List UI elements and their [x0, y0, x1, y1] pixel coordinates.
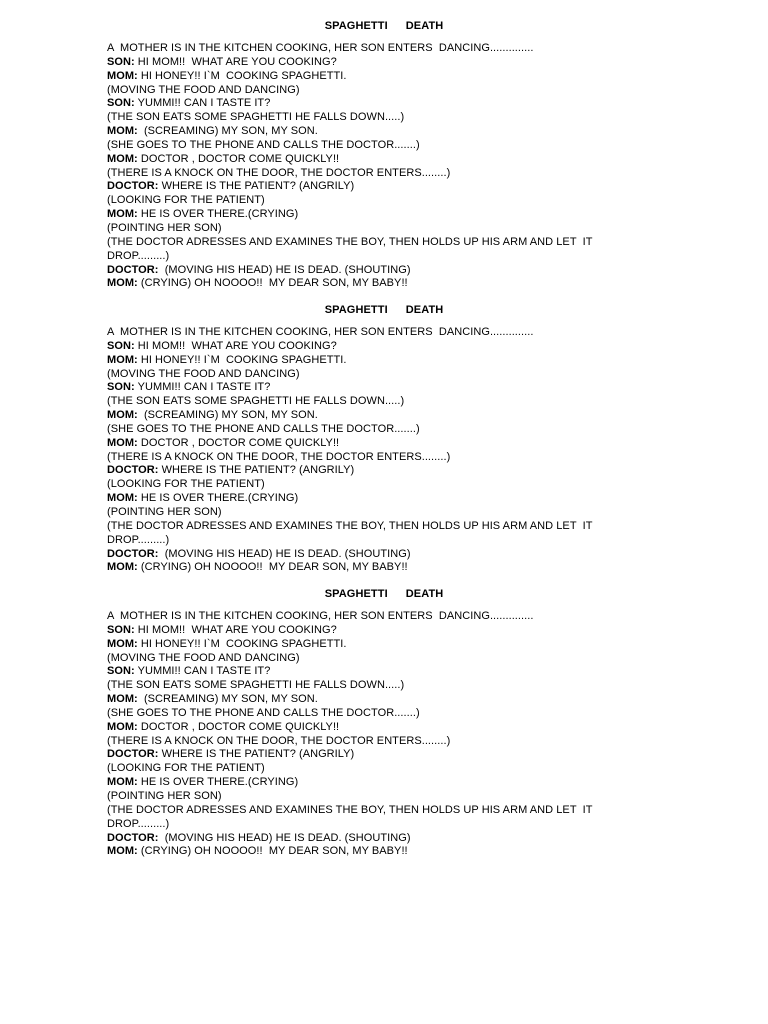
speaker-label: MOM:: [107, 637, 138, 650]
line-text: (SHE GOES TO THE PHONE AND CALLS THE DOCTOR.......): [107, 706, 420, 719]
line-text: HI HONEY!! I`M COOKING SPAGHETTI.: [137, 69, 347, 82]
stage-direction: [107, 395, 627, 409]
dialogue-line: [107, 354, 627, 368]
line-text: (SCREAMING) MY SON, MY SON.: [137, 409, 318, 422]
speaker-label: SON:: [107, 665, 135, 678]
stage-direction: [107, 679, 627, 693]
speaker-label: MOM:: [107, 845, 138, 858]
line-text: (THE DOCTOR ADRESSES AND EXAMINES THE BOY, THEN HOLDS UP HIS ARM AND LET IT: [107, 235, 593, 248]
line-text: (SHE GOES TO THE PHONE AND CALLS THE DOCTOR.......): [107, 138, 420, 151]
line-text: DROP.........): [107, 249, 170, 262]
line-text: (MOVING HIS HEAD) HE IS DEAD. (SHOUTING): [158, 831, 411, 844]
line-text: (THE SON EATS SOME SPAGHETTI HE FALLS DOWN.....): [107, 111, 405, 124]
line-text: (THE SON EATS SOME SPAGHETTI HE FALLS DOWN.....): [107, 679, 405, 692]
speaker-label: SON:: [107, 339, 135, 352]
line-text: WHERE IS THE PATIENT? (ANGRILY): [158, 748, 355, 761]
dialogue-line: [107, 464, 627, 478]
line-text: (THE DOCTOR ADRESSES AND EXAMINES THE BOY, THEN HOLDS UP HIS ARM AND LET IT: [107, 803, 593, 816]
line-text: YUMMI!! CAN I TASTE IT?: [134, 665, 271, 678]
stage-direction: [107, 762, 627, 776]
speaker-label: DOCTOR:: [107, 547, 159, 560]
line-text: (SHE GOES TO THE PHONE AND CALLS THE DOCTOR.......): [107, 422, 420, 435]
title-word: SPAGHETTI: [324, 20, 388, 32]
dialogue-line: [107, 561, 627, 575]
line-text: (SCREAMING) MY SON, MY SON.: [137, 693, 318, 706]
line-text: WHERE IS THE PATIENT? (ANGRILY): [158, 464, 355, 477]
stage-direction: [107, 520, 627, 534]
line-text: (MOVING HIS HEAD) HE IS DEAD. (SHOUTING): [158, 263, 411, 276]
speaker-label: MOM:: [107, 125, 138, 138]
stage-direction: [107, 451, 627, 465]
stage-direction: [107, 506, 627, 520]
line-text: (SCREAMING) MY SON, MY SON.: [137, 125, 318, 138]
dialogue-line: [107, 721, 627, 735]
stage-direction: [107, 610, 627, 624]
speaker-label: MOM:: [107, 776, 138, 789]
speaker-label: MOM:: [107, 277, 138, 290]
dialogue-line: [107, 776, 627, 790]
dialogue-line: [107, 381, 627, 395]
line-text: HE IS OVER THERE.(CRYING): [137, 208, 299, 221]
dialogue-line: [107, 832, 627, 846]
dialogue-line: [107, 665, 627, 679]
line-text: DOCTOR , DOCTOR COME QUICKLY!!: [137, 152, 340, 165]
title-word: SPAGHETTI: [324, 304, 388, 316]
stage-direction: [107, 368, 627, 382]
stage-direction: [107, 222, 627, 236]
stage-direction: [107, 167, 627, 181]
line-text: HE IS OVER THERE.(CRYING): [137, 492, 299, 505]
line-text: YUMMI!! CAN I TASTE IT?: [134, 381, 271, 394]
line-text: HI HONEY!! I`M COOKING SPAGHETTI.: [137, 353, 347, 366]
line-text: (LOOKING FOR THE PATIENT): [107, 762, 265, 775]
script-title: [0, 20, 768, 33]
speaker-label: MOM:: [107, 720, 138, 733]
line-text: DOCTOR , DOCTOR COME QUICKLY!!: [137, 436, 340, 449]
stage-direction: [107, 818, 627, 832]
speaker-label: MOM:: [107, 353, 138, 366]
dialogue-line: [107, 56, 627, 70]
stage-direction: [107, 790, 627, 804]
line-text: (THE SON EATS SOME SPAGHETTI HE FALLS DOWN.....): [107, 395, 405, 408]
line-text: (POINTING HER SON): [107, 221, 222, 234]
line-text: WHERE IS THE PATIENT? (ANGRILY): [158, 180, 355, 193]
dialogue-line: [107, 492, 627, 506]
speaker-label: SON:: [107, 97, 135, 110]
stage-direction: [107, 326, 627, 340]
dialogue-line: [107, 437, 627, 451]
line-text: HI HONEY!! I`M COOKING SPAGHETTI.: [137, 637, 347, 650]
speaker-label: MOM:: [107, 409, 138, 422]
speaker-label: SON:: [107, 623, 135, 636]
speaker-label: DOCTOR:: [107, 831, 159, 844]
line-text: DOCTOR , DOCTOR COME QUICKLY!!: [137, 720, 340, 733]
speaker-label: MOM:: [107, 208, 138, 221]
stage-direction: [107, 111, 627, 125]
speaker-label: MOM:: [107, 69, 138, 82]
stage-direction: [107, 236, 627, 250]
line-text: HI MOM!! WHAT ARE YOU COOKING?: [134, 55, 337, 68]
speaker-label: DOCTOR:: [107, 263, 159, 276]
dialogue-line: [107, 153, 627, 167]
dialogue-line: [107, 409, 627, 423]
line-text: (POINTING HER SON): [107, 505, 222, 518]
line-text: HI MOM!! WHAT ARE YOU COOKING?: [134, 623, 337, 636]
line-text: (THERE IS A KNOCK ON THE DOOR, THE DOCTOR ENTERS........): [107, 450, 451, 463]
script-body: [107, 42, 627, 291]
speaker-label: MOM:: [107, 436, 138, 449]
speaker-label: DOCTOR:: [107, 464, 159, 477]
dialogue-line: [107, 624, 627, 638]
title-word: DEATH: [405, 20, 444, 32]
stage-direction: [107, 735, 627, 749]
stage-direction: [107, 84, 627, 98]
script-body: [107, 326, 627, 575]
line-text: (MOVING THE FOOD AND DANCING): [107, 651, 300, 664]
line-text: (MOVING THE FOOD AND DANCING): [107, 367, 300, 380]
line-text: A MOTHER IS IN THE KITCHEN COOKING, HER SON ENTERS DANCING..............: [107, 610, 534, 622]
stage-direction: [107, 423, 627, 437]
speaker-label: MOM:: [107, 492, 138, 505]
stage-direction: [107, 478, 627, 492]
line-text: (THERE IS A KNOCK ON THE DOOR, THE DOCTOR ENTERS........): [107, 734, 451, 747]
speaker-label: DOCTOR:: [107, 180, 159, 193]
dialogue-line: [107, 748, 627, 762]
line-text: HE IS OVER THERE.(CRYING): [137, 776, 299, 789]
speaker-label: SON:: [107, 381, 135, 394]
line-text: DROP.........): [107, 533, 170, 546]
line-text: YUMMI!! CAN I TASTE IT?: [134, 97, 271, 110]
dialogue-line: [107, 548, 627, 562]
speaker-label: SON:: [107, 55, 135, 68]
dialogue-line: [107, 264, 627, 278]
speaker-label: MOM:: [107, 693, 138, 706]
line-text: (THE DOCTOR ADRESSES AND EXAMINES THE BOY, THEN HOLDS UP HIS ARM AND LET IT: [107, 519, 593, 532]
stage-direction: [107, 194, 627, 208]
line-text: (LOOKING FOR THE PATIENT): [107, 194, 265, 207]
dialogue-line: [107, 97, 627, 111]
line-text: (CRYING) OH NOOOO!! MY DEAR SON, MY BABY!!: [137, 277, 408, 290]
script-body: [107, 610, 627, 859]
line-text: A MOTHER IS IN THE KITCHEN COOKING, HER SON ENTERS DANCING..............: [107, 326, 534, 338]
line-text: (MOVING HIS HEAD) HE IS DEAD. (SHOUTING): [158, 547, 411, 560]
dialogue-line: [107, 125, 627, 139]
dialogue-line: [107, 70, 627, 84]
dialogue-line: [107, 340, 627, 354]
stage-direction: [107, 534, 627, 548]
stage-direction: [107, 804, 627, 818]
line-text: (MOVING THE FOOD AND DANCING): [107, 83, 300, 96]
line-text: HI MOM!! WHAT ARE YOU COOKING?: [134, 339, 337, 352]
title-word: DEATH: [405, 588, 444, 600]
line-text: (CRYING) OH NOOOO!! MY DEAR SON, MY BABY!!: [137, 845, 408, 858]
dialogue-line: [107, 180, 627, 194]
script-title: [0, 588, 768, 601]
stage-direction: [107, 250, 627, 264]
stage-direction: [107, 707, 627, 721]
speaker-label: MOM:: [107, 152, 138, 165]
line-text: (THERE IS A KNOCK ON THE DOOR, THE DOCTOR ENTERS........): [107, 166, 451, 179]
line-text: A MOTHER IS IN THE KITCHEN COOKING, HER SON ENTERS DANCING..............: [107, 42, 534, 54]
title-word: SPAGHETTI: [324, 588, 388, 600]
line-text: (CRYING) OH NOOOO!! MY DEAR SON, MY BABY!!: [137, 561, 408, 574]
line-text: (LOOKING FOR THE PATIENT): [107, 478, 265, 491]
dialogue-line: [107, 208, 627, 222]
dialogue-line: [107, 277, 627, 291]
line-text: (POINTING HER SON): [107, 789, 222, 802]
stage-direction: [107, 139, 627, 153]
title-word: DEATH: [405, 304, 444, 316]
dialogue-line: [107, 845, 627, 859]
line-text: DROP.........): [107, 817, 170, 830]
speaker-label: DOCTOR:: [107, 748, 159, 761]
script-title: [0, 304, 768, 317]
speaker-label: MOM:: [107, 561, 138, 574]
stage-direction: [107, 42, 627, 56]
dialogue-line: [107, 638, 627, 652]
dialogue-line: [107, 693, 627, 707]
stage-direction: [107, 652, 627, 666]
